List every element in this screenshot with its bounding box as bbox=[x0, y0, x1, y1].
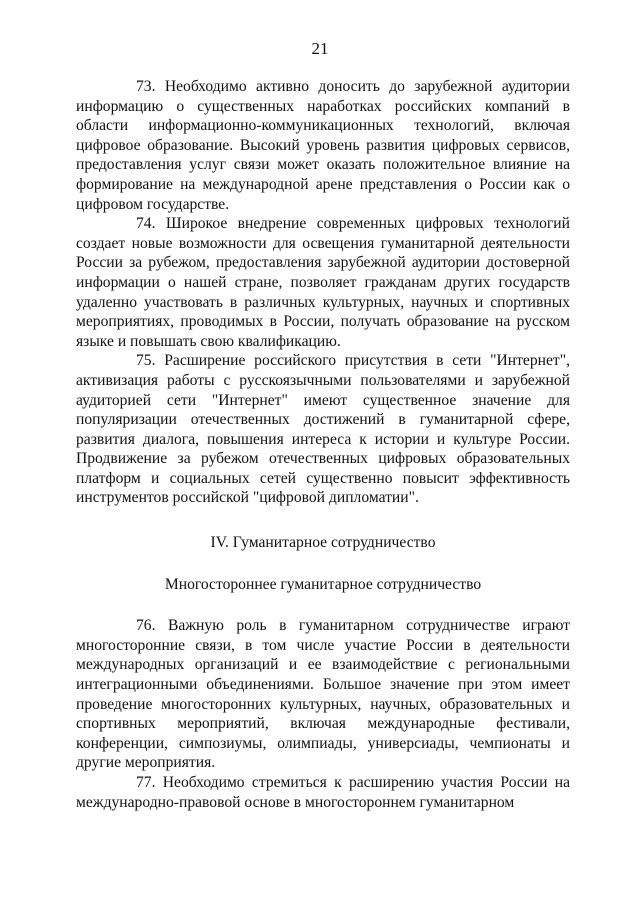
paragraph-74: 74. Широкое внедрение современных цифровых технологий создает новые возможности для освещения гуманитарной деятельности России за рубежом, предоставления зарубежной аудитории достоверной информации о нашей стране, позволяет гражданам других государств удаленно участвовать в различных культурных, научных и спортивных мероприятиях, проводимых в России, получать образование на русском языке и повышать свою квалификацию. bbox=[76, 215, 570, 350]
document-body bbox=[76, 77, 570, 812]
page-number: 21 bbox=[311, 39, 329, 58]
subsection-heading: Многостороннее гуманитарное сотрудничество bbox=[164, 575, 482, 593]
paragraph-76: 76. Важную роль в гуманитарном сотрудничестве играют многосторонние связи, в том числе участие России в деятельности международных организаций и ее взаимодействие с региональными интеграционными объединениями. Большое значение при этом имеет проведение многосторонних культурных, научных, образовательных и спортивных мероприятий, включая международные фестивали, конференции, симпозиумы, олимпиады, универсиады, чемпионаты и другие мероприятия. bbox=[76, 617, 570, 772]
section-heading: IV. Гуманитарное сотрудничество bbox=[210, 534, 436, 552]
paragraph-75: 75. Расширение российского присутствия в сети "Интернет", активизация работы с русскоязычными пользователями и зарубежной аудиторией сети "Интернет" имеют существенное значение для популяризации отечественных достижений в гуманитарной сфере, развития диалога, повышения интереса к истории и культуре России. Продвижение за рубежом отечественных цифровых образовательных платформ и социальных сетей существенно повысит эффективность инструментов российской "цифровой дипломатии". bbox=[76, 352, 570, 507]
paragraph-77: 77. Необходимо стремиться к расширению участия России на международно-правовой основе в многостороннем гуманитарном bbox=[76, 774, 570, 811]
paragraph-73: 73. Необходимо активно доносить до зарубежной аудитории информацию о существенных наработках российских компаний в области информационно-коммуникационных технологий, включая цифровое образование. Высокий уровень развития цифровых сервисов, предоставления услуг связи может оказать положительное влияние на формирование на международной арене представления о России как о цифровом государстве. bbox=[76, 78, 570, 213]
